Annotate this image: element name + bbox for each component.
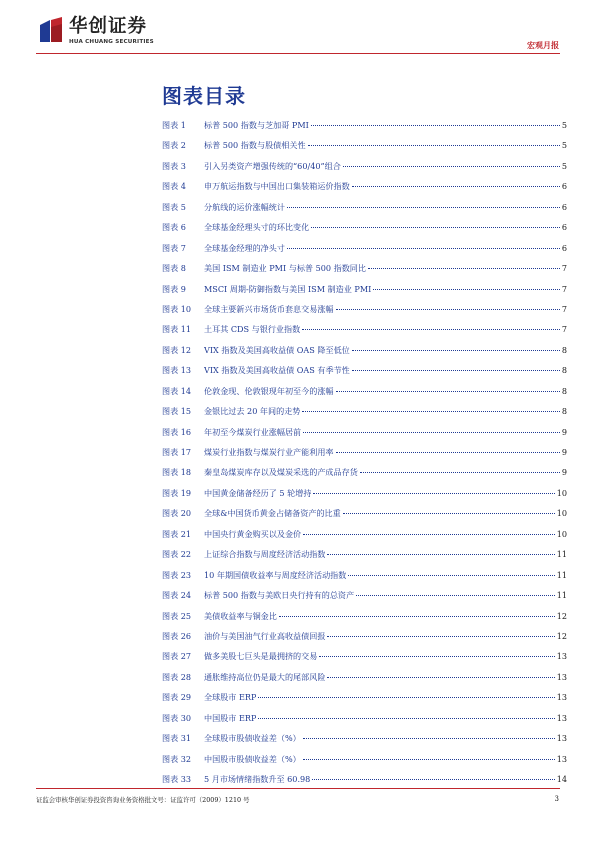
toc-entry-title: 中国股市股债收益差（%） [204, 753, 301, 764]
toc-entry[interactable] [162, 774, 567, 794]
toc-entry[interactable] [162, 202, 567, 222]
toc-entry-number: 图表 33 [162, 774, 192, 784]
toc-dot-leader [336, 391, 560, 392]
toc-entry[interactable] [162, 754, 567, 774]
toc-dot-leader [352, 370, 560, 371]
toc-entry[interactable] [162, 733, 567, 753]
toc-entry-page: 9 [561, 447, 567, 457]
toc-entry-page: 13 [556, 753, 567, 764]
toc-entry-number: 图表 28 [162, 671, 192, 682]
toc-entry[interactable] [162, 692, 567, 712]
toc-entry-page: 9 [561, 426, 567, 437]
toc-entry-number: 图表 15 [162, 406, 192, 417]
toc-dot-leader [336, 452, 560, 453]
toc-entry-page: 5 [561, 120, 567, 130]
toc-entry-page: 8 [561, 385, 567, 396]
toc-entry-title: 做多美股七巨头是最拥挤的交易 [204, 651, 318, 662]
toc-entry-number: 图表 6 [162, 222, 186, 233]
toc-entry-number: 图表 8 [162, 263, 186, 274]
toc-entry-title: 申万航运指数与中国出口集装箱运价指数 [204, 181, 350, 192]
toc-entry-page: 11 [556, 549, 567, 560]
toc-entry-title: 全球基金经理的净头寸 [204, 242, 285, 253]
toc-entry[interactable] [162, 140, 567, 160]
toc-dot-leader [352, 350, 560, 351]
toc-entry-number: 图表 18 [162, 467, 192, 478]
toc-entry-page: 13 [556, 651, 567, 662]
toc-entry[interactable] [162, 631, 567, 651]
toc-entry-title: 全球基金经理头寸的环比变化 [204, 222, 310, 233]
toc-entry[interactable] [162, 181, 567, 201]
toc-dot-leader [360, 472, 560, 473]
toc-entry-title: 中国央行黄金购买以及金价 [204, 528, 302, 539]
toc-entry[interactable] [162, 304, 567, 324]
toc-entry[interactable] [162, 529, 567, 549]
toc-entry-number: 图表 14 [162, 385, 192, 396]
toc-dot-leader [373, 289, 560, 290]
toc-entry[interactable] [162, 427, 567, 447]
toc-entry[interactable] [162, 406, 567, 426]
toc-entry-number: 图表 24 [162, 590, 192, 601]
toc-entry-page: 14 [556, 774, 567, 784]
toc-entry-number: 图表 13 [162, 365, 192, 376]
toc-entry-number: 图表 21 [162, 528, 192, 539]
toc-entry-number: 图表 31 [162, 733, 192, 744]
toc-entry-number: 图表 30 [162, 712, 192, 723]
toc-entry-number: 图表 26 [162, 630, 192, 641]
toc-entry[interactable] [162, 120, 567, 140]
toc-entry-title: 土耳其 CDS 与银行业指数 [204, 324, 301, 335]
toc-entry[interactable] [162, 590, 567, 610]
toc-dot-leader [356, 595, 555, 596]
toc-entry[interactable] [162, 284, 567, 304]
toc-entry-page: 12 [556, 610, 567, 621]
toc-entry-number: 图表 16 [162, 426, 192, 437]
toc-dot-leader [311, 125, 560, 126]
toc-entry[interactable] [162, 222, 567, 242]
toc-entry-number: 图表 27 [162, 651, 192, 662]
toc-dot-leader [303, 759, 555, 760]
toc-entry[interactable] [162, 549, 567, 569]
hua-chuang-logo-icon [38, 17, 64, 45]
toc-dot-leader [258, 718, 554, 719]
toc-entry-number: 图表 1 [162, 120, 186, 130]
toc-entry-page: 8 [561, 344, 567, 355]
toc-entry-title: 中国黄金储备经历了 5 轮增持 [204, 487, 312, 498]
toc-entry[interactable] [162, 161, 567, 181]
toc-entry-page: 6 [561, 222, 567, 233]
toc-entry-title: MSCI 周期-防御指数与美国 ISM 制造业 PMI [204, 283, 372, 294]
toc-entry[interactable] [162, 324, 567, 344]
toc-dot-leader [302, 411, 559, 412]
toc-entry-title: 年初至今煤炭行业涨幅居前 [204, 426, 302, 437]
toc-dot-leader [336, 309, 560, 310]
toc-entry-page: 6 [561, 242, 567, 253]
toc-entry-page: 7 [561, 263, 567, 274]
toc-entry[interactable] [162, 243, 567, 263]
toc-entry-title: 煤炭行业指数与煤炭行业产能利用率 [204, 447, 334, 457]
toc-entry-page: 5 [561, 140, 567, 151]
toc-dot-leader [313, 493, 554, 494]
toc-dot-leader [327, 636, 554, 637]
toc-dot-leader [303, 534, 555, 535]
toc-entry-title: 标普 500 指数与芝加哥 PMI [204, 120, 309, 130]
toc-dot-leader [327, 677, 554, 678]
toc-dot-leader [327, 554, 554, 555]
page-header [0, 0, 595, 58]
toc-entry[interactable] [162, 611, 567, 631]
toc-entry-number: 图表 19 [162, 487, 192, 498]
table-of-figures [162, 120, 567, 794]
toc-entry-page: 7 [561, 283, 567, 294]
toc-entry-page: 12 [556, 630, 567, 641]
toc-entry-number: 图表 4 [162, 181, 186, 192]
report-type-label: 宏观月报 [527, 40, 559, 50]
toc-entry-page: 7 [561, 303, 567, 314]
toc-entry-page: 7 [561, 324, 567, 335]
toc-entry[interactable] [162, 263, 567, 283]
toc-entry-title: 全球股市股债收益差（%） [204, 733, 301, 744]
toc-entry-number: 图表 20 [162, 508, 192, 519]
toc-entry[interactable] [162, 713, 567, 733]
toc-entry[interactable] [162, 447, 567, 467]
page-number: 3 [554, 795, 559, 803]
toc-entry-page: 6 [561, 181, 567, 192]
toc-entry[interactable] [162, 345, 567, 365]
toc-entry-page: 10 [556, 508, 567, 519]
toc-entry-title: 10 年期国债收益率与周度经济活动指数 [204, 569, 347, 580]
toc-dot-leader [343, 513, 555, 514]
toc-dot-leader [279, 616, 555, 617]
toc-entry[interactable] [162, 365, 567, 385]
toc-dot-leader [343, 166, 560, 167]
toc-entry-title: 上证综合指数与周度经济活动指数 [204, 549, 326, 560]
toc-entry-number: 图表 25 [162, 610, 192, 621]
toc-entry-page: 13 [556, 733, 567, 744]
toc-entry-title: 引入另类资产增强传统的“60/40”组合 [204, 160, 341, 171]
toc-dot-leader [287, 207, 560, 208]
footer-license-text: 证监会审核华创证券投资咨询业务资格批文号：证监许可（2009）1210 号 [36, 796, 250, 804]
toc-entry-page: 13 [556, 671, 567, 682]
toc-entry-page: 6 [561, 201, 567, 212]
toc-entry-number: 图表 2 [162, 140, 186, 151]
toc-entry-title: 5 月市场情绪指数升至 60.98 [204, 774, 311, 784]
toc-dot-leader [311, 227, 560, 228]
toc-entry-number: 图表 11 [162, 324, 192, 335]
toc-entry-number: 图表 22 [162, 549, 192, 560]
toc-entry-number: 图表 10 [162, 303, 192, 314]
toc-entry-title: 全球股市 ERP [204, 692, 257, 703]
toc-entry[interactable] [162, 467, 567, 487]
toc-entry-number: 图表 23 [162, 569, 192, 580]
toc-entry-title: 美国 ISM 制造业 PMI 与标普 500 指数同比 [204, 263, 366, 274]
toc-entry-page: 9 [561, 467, 567, 478]
toc-entry-number: 图表 3 [162, 160, 186, 171]
toc-entry[interactable] [162, 386, 567, 406]
toc-entry-page: 8 [561, 406, 567, 417]
header-divider [36, 53, 560, 54]
toc-dot-leader [368, 268, 560, 269]
toc-entry-number: 图表 9 [162, 283, 186, 294]
toc-entry-title: 油价与美国油气行业高收益债回报 [204, 630, 326, 641]
section-title: 图表目录 [162, 84, 246, 108]
toc-entry[interactable] [162, 508, 567, 528]
toc-entry-title: 全球主要新兴市场货币套息交易涨幅 [204, 303, 334, 314]
toc-entry-page: 11 [556, 590, 567, 601]
toc-entry-title: 金银比过去 20 年间的走势 [204, 406, 301, 417]
logo-english-text: HUA CHUANG SECURITIES [69, 39, 154, 45]
toc-dot-leader [312, 779, 554, 780]
toc-entry-number: 图表 29 [162, 692, 192, 703]
toc-dot-leader [308, 145, 560, 146]
toc-entry-page: 11 [556, 569, 567, 580]
toc-entry-number: 图表 32 [162, 753, 192, 764]
toc-entry-page: 13 [556, 692, 567, 703]
toc-dot-leader [352, 186, 560, 187]
toc-dot-leader [258, 697, 554, 698]
toc-entry-number: 图表 12 [162, 344, 192, 355]
toc-entry-title: 通胀维持高位仍是最大的尾部风险 [204, 671, 326, 682]
toc-dot-leader [287, 248, 560, 249]
toc-entry-title: 标普 500 指数与股债相关性 [204, 140, 306, 151]
toc-entry-title: 全球&中国货币黄金占储备资产的比重 [204, 508, 341, 519]
toc-entry-page: 10 [556, 487, 567, 498]
toc-entry-title: 中国股市 ERP [204, 712, 257, 723]
toc-dot-leader [302, 329, 560, 330]
toc-entry-title: 标普 500 指数与美欧日央行持有的总资产 [204, 590, 355, 601]
toc-entry-title: 分航线的运价涨幅统计 [204, 201, 285, 212]
toc-entry-page: 10 [556, 528, 567, 539]
toc-entry[interactable] [162, 488, 567, 508]
toc-entry-page: 5 [561, 160, 567, 171]
toc-entry-title: VIX 指数及美国高收益债 OAS 有季节性 [204, 365, 350, 376]
toc-entry[interactable] [162, 672, 567, 692]
toc-entry-page: 8 [561, 365, 567, 376]
toc-entry-title: 伦敦金现、伦敦银现年初至今的涨幅 [204, 385, 334, 396]
company-logo [38, 17, 168, 51]
toc-entry-page: 13 [556, 712, 567, 723]
toc-entry-title: 秦皇岛煤炭库存以及煤炭采选的产成品存货 [204, 467, 358, 478]
toc-entry-title: 美债收益率与铜金比 [204, 610, 277, 621]
toc-dot-leader [348, 575, 554, 576]
logo-chinese-text: 华创证券 [69, 16, 148, 37]
toc-entry[interactable] [162, 570, 567, 590]
footer-divider [36, 788, 560, 789]
toc-entry[interactable] [162, 651, 567, 671]
toc-entry-number: 图表 17 [162, 447, 192, 457]
toc-dot-leader [319, 656, 554, 657]
toc-entry-title: VIX 指数及美国高收益债 OAS 降至低位 [204, 344, 350, 355]
toc-entry-number: 图表 5 [162, 201, 186, 212]
toc-dot-leader [303, 738, 555, 739]
toc-entry-number: 图表 7 [162, 242, 186, 253]
toc-dot-leader [303, 432, 560, 433]
